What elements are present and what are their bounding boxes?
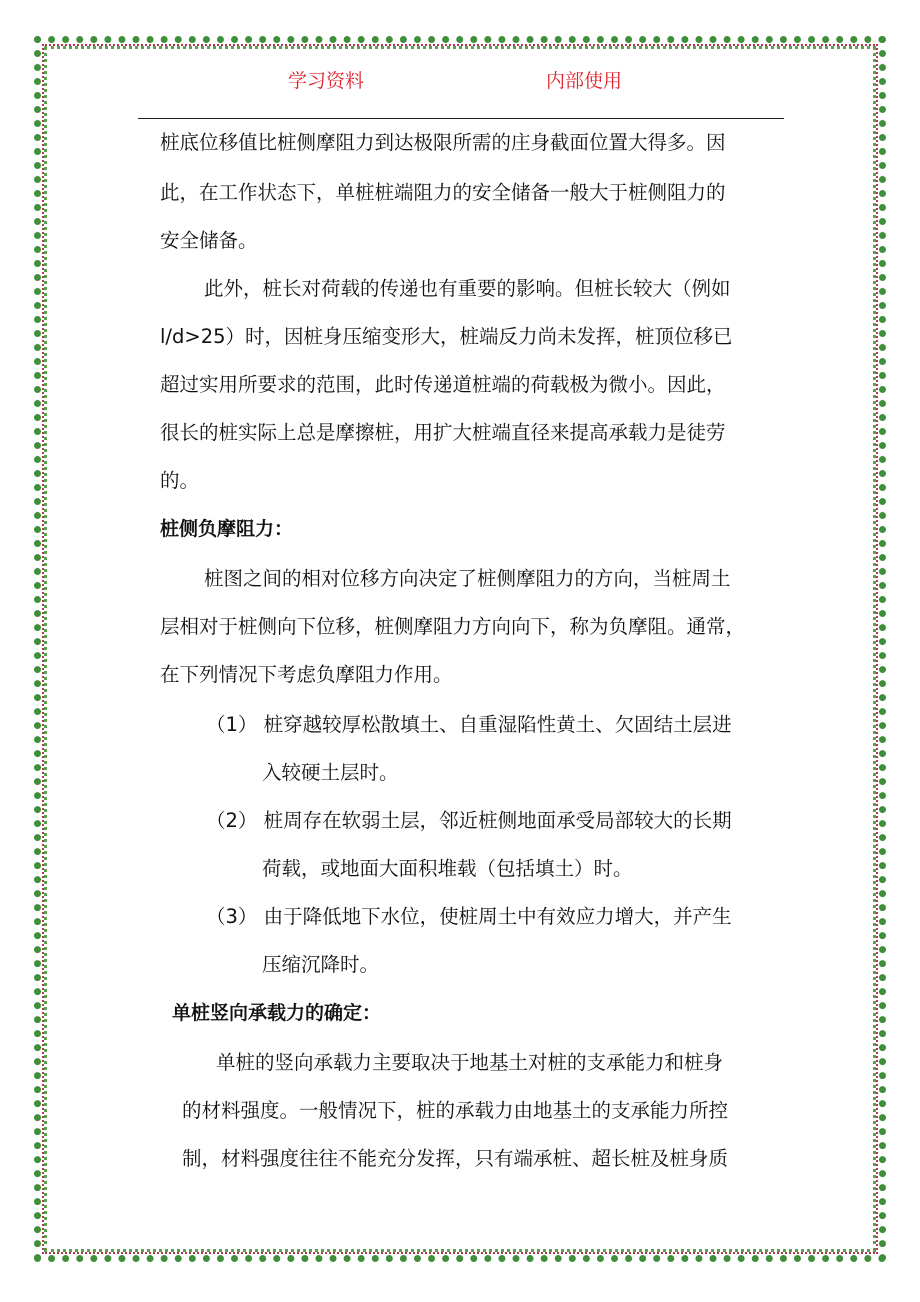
paragraph-1-line-2: 此，在工作状态下，单桩桩端阻力的安全储备一般大于桩侧阻力的	[160, 181, 726, 204]
header-right-label: 内部使用	[546, 70, 623, 92]
paragraph-1-line-3: 安全储备。	[160, 229, 258, 252]
paragraph-2-line-5: 的。	[160, 469, 200, 492]
paragraph-3-line-1: 桩图之间的相对位移方向决定了桩侧摩阻力的方向，当桩周土	[204, 567, 731, 590]
paragraph-2-line-4: 很长的桩实际上总是摩擦桩，用扩大桩端直径来提高承载力是徒劳	[160, 421, 726, 444]
paragraph-4-line-1: 单桩的竖向承载力主要取决于地基土对桩的支承能力和桩身	[216, 1051, 724, 1074]
paragraph-1-line-1: 桩底位移值比桩侧摩阻力到达极限所需的庄身截面位置大得多。因	[160, 131, 726, 154]
paragraph-2-line-2: l/d>25）时，因桩身压缩变形大，桩端反力尚未发挥，桩顶位移已	[160, 325, 733, 348]
list-item-1-line-2: 入较硬土层时。	[262, 761, 399, 784]
list-item-3-line-1: （3） 由于降低地下水位，使桩周土中有效应力增大，并产生	[206, 905, 732, 928]
paragraph-4-line-3: 制，材料强度往往不能充分发挥，只有端承桩、超长桩及桩身质	[182, 1147, 729, 1170]
paragraph-3-line-3: 在下列情况下考虑负摩阻力作用。	[160, 663, 453, 686]
header-left-label: 学习资料	[288, 70, 365, 92]
list-item-2-line-1: （2） 桩周存在软弱土层，邻近桩侧地面承受局部较大的长期	[206, 809, 732, 832]
paragraph-4-line-2: 的材料强度。一般情况下，桩的承载力由地基土的支承能力所控	[182, 1099, 729, 1122]
list-item-1-line-1: （1） 桩穿越较厚松散填土、自重湿陷性黄土、欠固结土层进	[206, 713, 732, 736]
list-item-2-line-2: 荷载，或地面大面积堆载（包括填土）时。	[262, 857, 633, 880]
paragraph-2-line-1: 此外，桩长对荷载的传递也有重要的影响。但桩长较大（例如	[204, 277, 731, 300]
paragraph-2-line-3: 超过实用所要求的范围，此时传递道桩端的荷载极为微小。因此，	[160, 373, 726, 396]
section-heading-vertical-capacity: 单桩竖向承载力的确定：	[172, 1002, 382, 1024]
section-heading-negative-friction: 桩侧负摩阻力：	[160, 518, 294, 540]
list-item-3-line-2: 压缩沉降时。	[262, 953, 380, 976]
paragraph-3-line-2: 层相对于桩侧向下位移，桩侧摩阻力方向向下，称为负摩阻。通常，	[160, 615, 746, 638]
